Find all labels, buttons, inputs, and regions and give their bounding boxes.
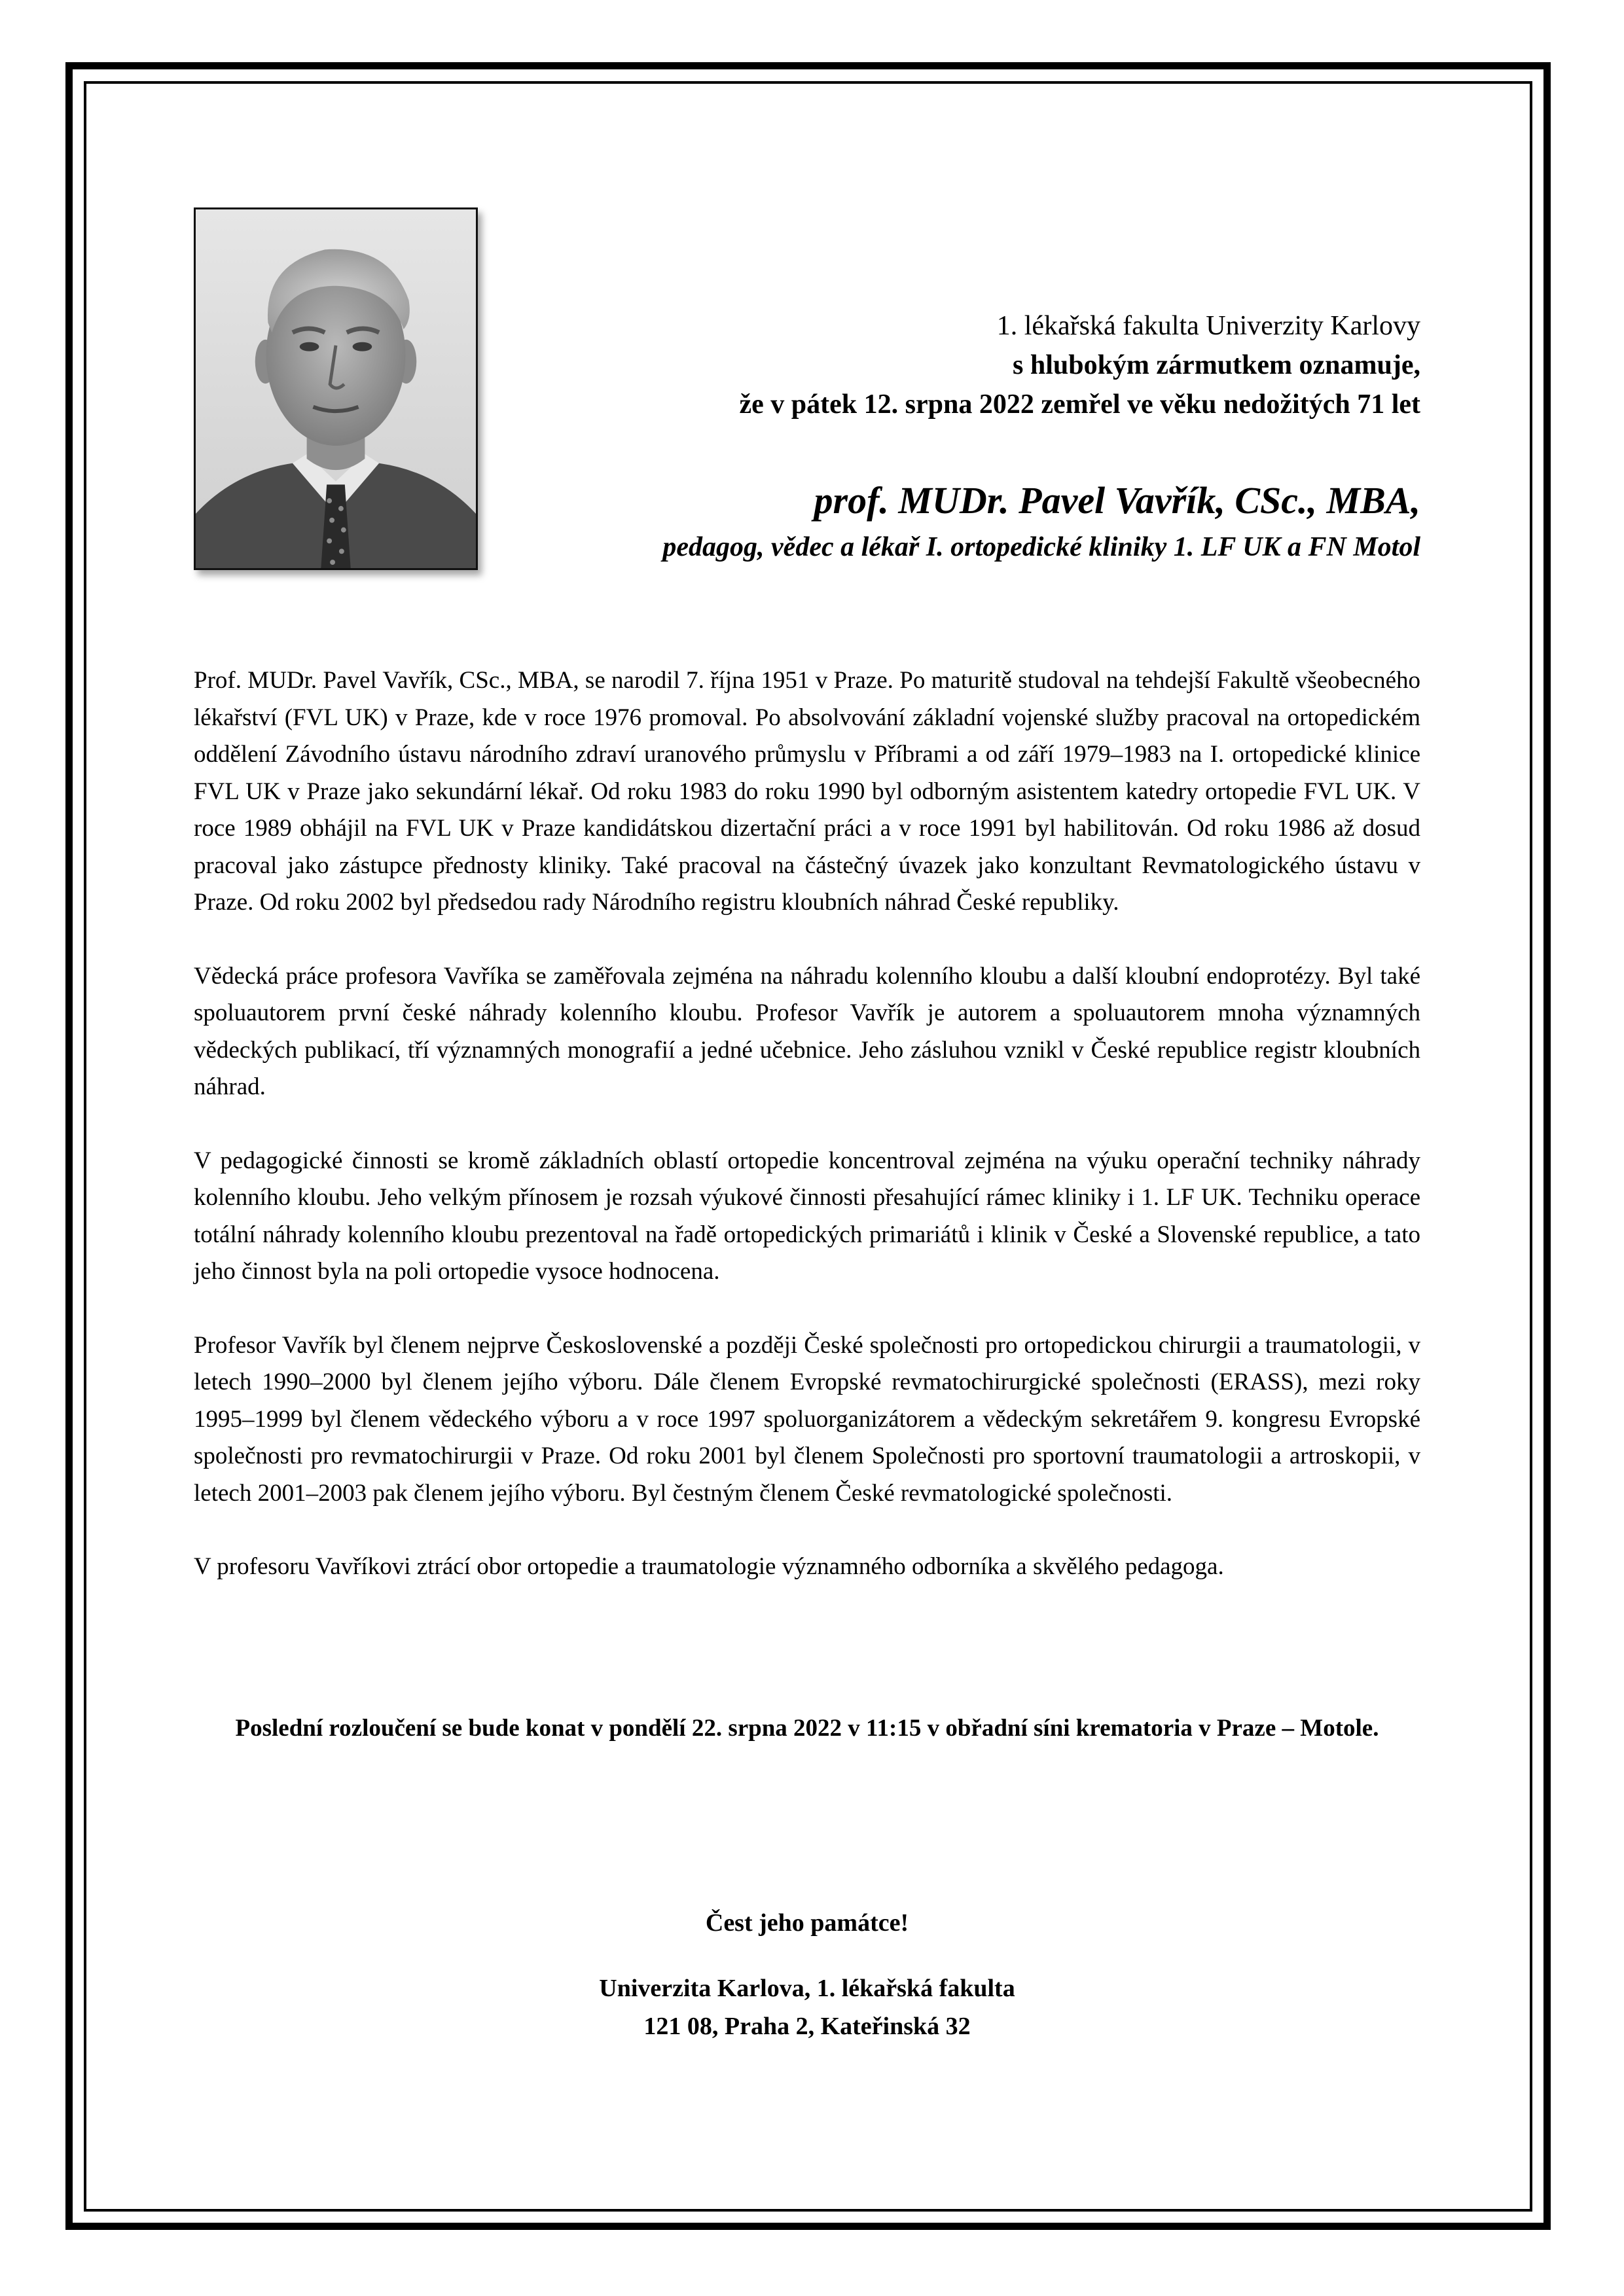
paragraph-research: Vědecká práce profesora Vavříka se zaměřovala zejména na náhradu kolenního kloubu a další kloubní endoprotézy. Byl také spoluautorem první české náhrady kolenního kloubu. Profesor Vavřík je autorem a spoluautorem mnoha významných vědeckých publikací, tří významných monografií a jedné učebnice. Jeho zásluhou vznikl v České republice registr kloubních náhrad. <box>194 962 1420 1100</box>
paragraph-loss: V profesoru Vavříkovi ztrácí obor ortopedie a traumatologie významného odborníka a skvělého pedagoga. <box>194 1553 1224 1580</box>
paragraph-teaching: V pedagogické činnosti se kromě základních oblastí ortopedie koncentroval zejména na výuku operační techniky náhrady kolenního kloubu. Jeho velkým přínosem je rozsah výukové činnosti přesahující rámec kliniky i 1. LF UK. Techniku operace totální náhrady kolenního kloubu prezentoval na řadě ortopedických primariátů i klinik v České a Slovenské republice, a tato jeho činnost byla na poli ortopedie vysoce hodnocena. <box>194 1147 1420 1285</box>
deceased-name: prof. MUDr. Pavel Vavřík, CSc., MBA, <box>814 479 1420 522</box>
funeral-notice: Poslední rozloučení se bude konat v pondělí 22. srpna 2022 v 11:15 v obřadní síni krematoria v Praze – Motole. <box>235 1715 1379 1742</box>
signature-institution: Univerzita Karlova, 1. lékařská fakulta <box>599 1975 1015 2002</box>
announcement-line-sorrow: s hlubokým zármutkem oznamuje, <box>1012 350 1420 380</box>
portrait-photo <box>194 207 478 570</box>
paragraph-societies: Profesor Vavřík byl členem nejprve Československé a později České společnosti pro ortopedickou chirurgii a traumatologii, v letech 1990–2000 byl členem jejího výboru. Dále členem Evropské revmatochirurgické společnosti (ERASS), mezi roky 1995–1999 byl členem vědeckého výboru a v roce 1997 spoluorganizátorem a vědeckým sekretářem 9. kongresu Evropské společnosti pro revmatochirurgii v Praze. Od roku 2001 byl členem Společnosti pro sportovní traumatologii a artroskopii, v letech 2001–2003 pak členem jejího výboru. Byl čestným členem České revmatologické společnosti. <box>194 1331 1420 1507</box>
signature-address: 121 08, Praha 2, Kateřinská 32 <box>643 2013 971 2040</box>
announcement-line-date: že v pátek 12. srpna 2022 zemřel ve věku nedožitých 71 let <box>739 389 1420 420</box>
deceased-role: pedagog, vědec a lékař I. ortopedické kliniky 1. LF UK a FN Motol <box>662 532 1420 562</box>
announcement-line-faculty: 1. lékařská fakulta Univerzity Karlovy <box>996 311 1420 341</box>
honor-line: Čest jeho památce! <box>705 1909 909 1937</box>
obituary-body <box>194 662 1420 1623</box>
paragraph-biography: Prof. MUDr. Pavel Vavřík, CSc., MBA, se narodil 7. října 1951 v Praze. Po maturitě studoval na tehdejší Fakultě všeobecného lékařství (FVL UK) v Praze, kde v roce 1976 promoval. Po absolvování základní vojenské služby pracoval na ortopedickém oddělení Závodního ústavu národního zdraví uranového průmyslu v Příbrami a od září 1979–1983 na I. ortopedické klinice FVL UK v Praze jako sekundární lékař. Od roku 1983 do roku 1990 byl odborným asistentem katedry ortopedie FVL UK. V roce 1989 obhájil na FVL UK v Praze kandidátskou dizertační práci a v roce 1991 byl habilitován. Od roku 1986 až dosud pracoval jako zástupce přednosty kliniky. Také pracoval na částečný úvazek jako konzultant Revmatologického ústavu v Praze. Od roku 2002 byl předsedou rady Národního registru kloubních náhrad České republiky. <box>194 667 1420 916</box>
